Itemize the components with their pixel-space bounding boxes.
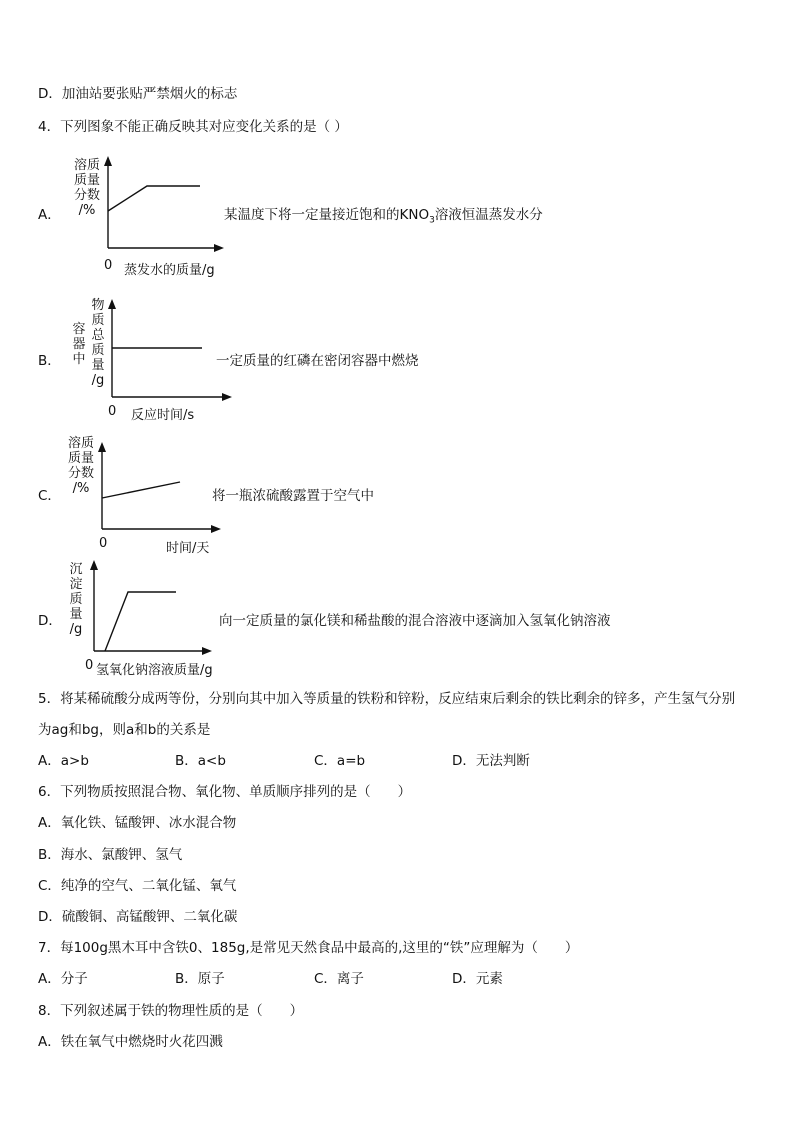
graph-a-xlabel: 蒸发水的质量/g xyxy=(124,263,215,278)
graph-d-ylabel: 沉 淀 质 量 /g xyxy=(69,562,83,637)
q6-option-c: C．纯净的空气、二氧化锰、氧气 xyxy=(38,878,237,894)
graph-b-y-arrow xyxy=(108,299,116,309)
graph-c-xlabel: 时间/天 xyxy=(166,541,210,556)
q4-stem: 4．下列图象不能正确反映其对应变化关系的是（ ） xyxy=(38,119,348,135)
graph-d-x-arrow xyxy=(202,647,212,655)
q4-option-d-desc: 向一定质量的氯化镁和稀盐酸的混合溶液中逐滴加入氢氧化钠溶液 xyxy=(219,613,611,629)
graph-d-xlabel: 氢氧化钠溶液质量/g xyxy=(96,663,213,678)
graph-c-x-arrow xyxy=(211,525,221,533)
graph-d-axes xyxy=(94,566,206,651)
q3-option-d: D．加油站要张贴严禁烟火的标志 xyxy=(38,86,238,102)
graph-b-x-arrow xyxy=(222,393,232,401)
graph-d-curve xyxy=(105,592,176,651)
graph-b-axes xyxy=(112,305,226,397)
q8-option-a: A．铁在氧气中燃烧时火花四溅 xyxy=(38,1034,223,1050)
graph-c-line xyxy=(102,482,180,498)
graph-c-axes xyxy=(102,448,215,529)
graph-d-y-arrow xyxy=(90,560,98,570)
q5-stem-line2: 为ag和bg，则a和b的关系是 xyxy=(38,722,211,738)
q6-stem: 6．下列物质按照混合物、氧化物、单质顺序排列的是（ ） xyxy=(38,784,412,800)
q6-option-b: B．海水、氯酸钾、氢气 xyxy=(38,847,183,863)
q6-option-a: A．氧化铁、锰酸钾、冰水混合物 xyxy=(38,815,237,831)
graph-a-ylabel: 溶质 质量 分数 /% xyxy=(73,158,100,218)
q5-option-a: A．a>b xyxy=(38,753,89,769)
q5-option-c: C．a=b xyxy=(314,753,366,769)
q8-stem: 8．下列叙述属于铁的物理性质的是（ ） xyxy=(38,1003,304,1019)
graph-b-ylabel-2: 容 器 中 xyxy=(72,322,86,367)
q7-option-d: D．元素 xyxy=(452,971,503,987)
graph-c-ylabel: 溶质 质量 分数 /% xyxy=(67,436,94,496)
q4-option-b-desc: 一定质量的红磷在密闭容器中燃烧 xyxy=(216,353,419,369)
graph-a-curve xyxy=(108,186,200,211)
graph-d-origin: 0 xyxy=(85,658,94,673)
q4-option-d-letter: D． xyxy=(38,613,62,629)
q5-stem-line1: 5．将某稀硫酸分成两等份，分别向其中加入等质量的铁粉和锌粉，反应结束后剩余的铁比剩余的锌多，产生氢气分别 xyxy=(38,691,736,707)
q4-option-c-desc: 将一瓶浓硫酸露置于空气中 xyxy=(212,488,374,504)
graph-c-origin: 0 xyxy=(99,536,108,551)
q4-option-a-letter: A． xyxy=(38,207,61,223)
q4-option-a-desc: 某温度下将一定量接近饱和的$KNO_3$溶液恒温蒸发水分 xyxy=(224,207,543,226)
graph-a-x-arrow xyxy=(214,244,224,252)
q7-option-c: C．离子 xyxy=(314,971,364,987)
q5-option-d: D．无法判断 xyxy=(452,753,530,769)
q6-option-d: D．硫酸铜、高锰酸钾、二氧化碳 xyxy=(38,909,238,925)
q7-option-a: A．分子 xyxy=(38,971,88,987)
q7-stem: 7．每100g黑木耳中含铁0、185g,是常见天然食品中最高的,这里的“铁”应理解为（ ） xyxy=(38,940,579,956)
graph-b-ylabel: 物 质 总 质 量 /g xyxy=(91,298,105,388)
q7-option-b: B．原子 xyxy=(175,971,225,987)
q4-option-b-letter: B． xyxy=(38,353,61,369)
graph-a-axes xyxy=(108,162,218,248)
graph-b-origin: 0 xyxy=(108,404,117,419)
q5-option-b: B．a<b xyxy=(175,753,226,769)
graph-b-xlabel: 反应时间/s xyxy=(131,408,195,423)
graph-a-origin: 0 xyxy=(104,258,113,273)
q4-option-c-letter: C． xyxy=(38,488,61,504)
